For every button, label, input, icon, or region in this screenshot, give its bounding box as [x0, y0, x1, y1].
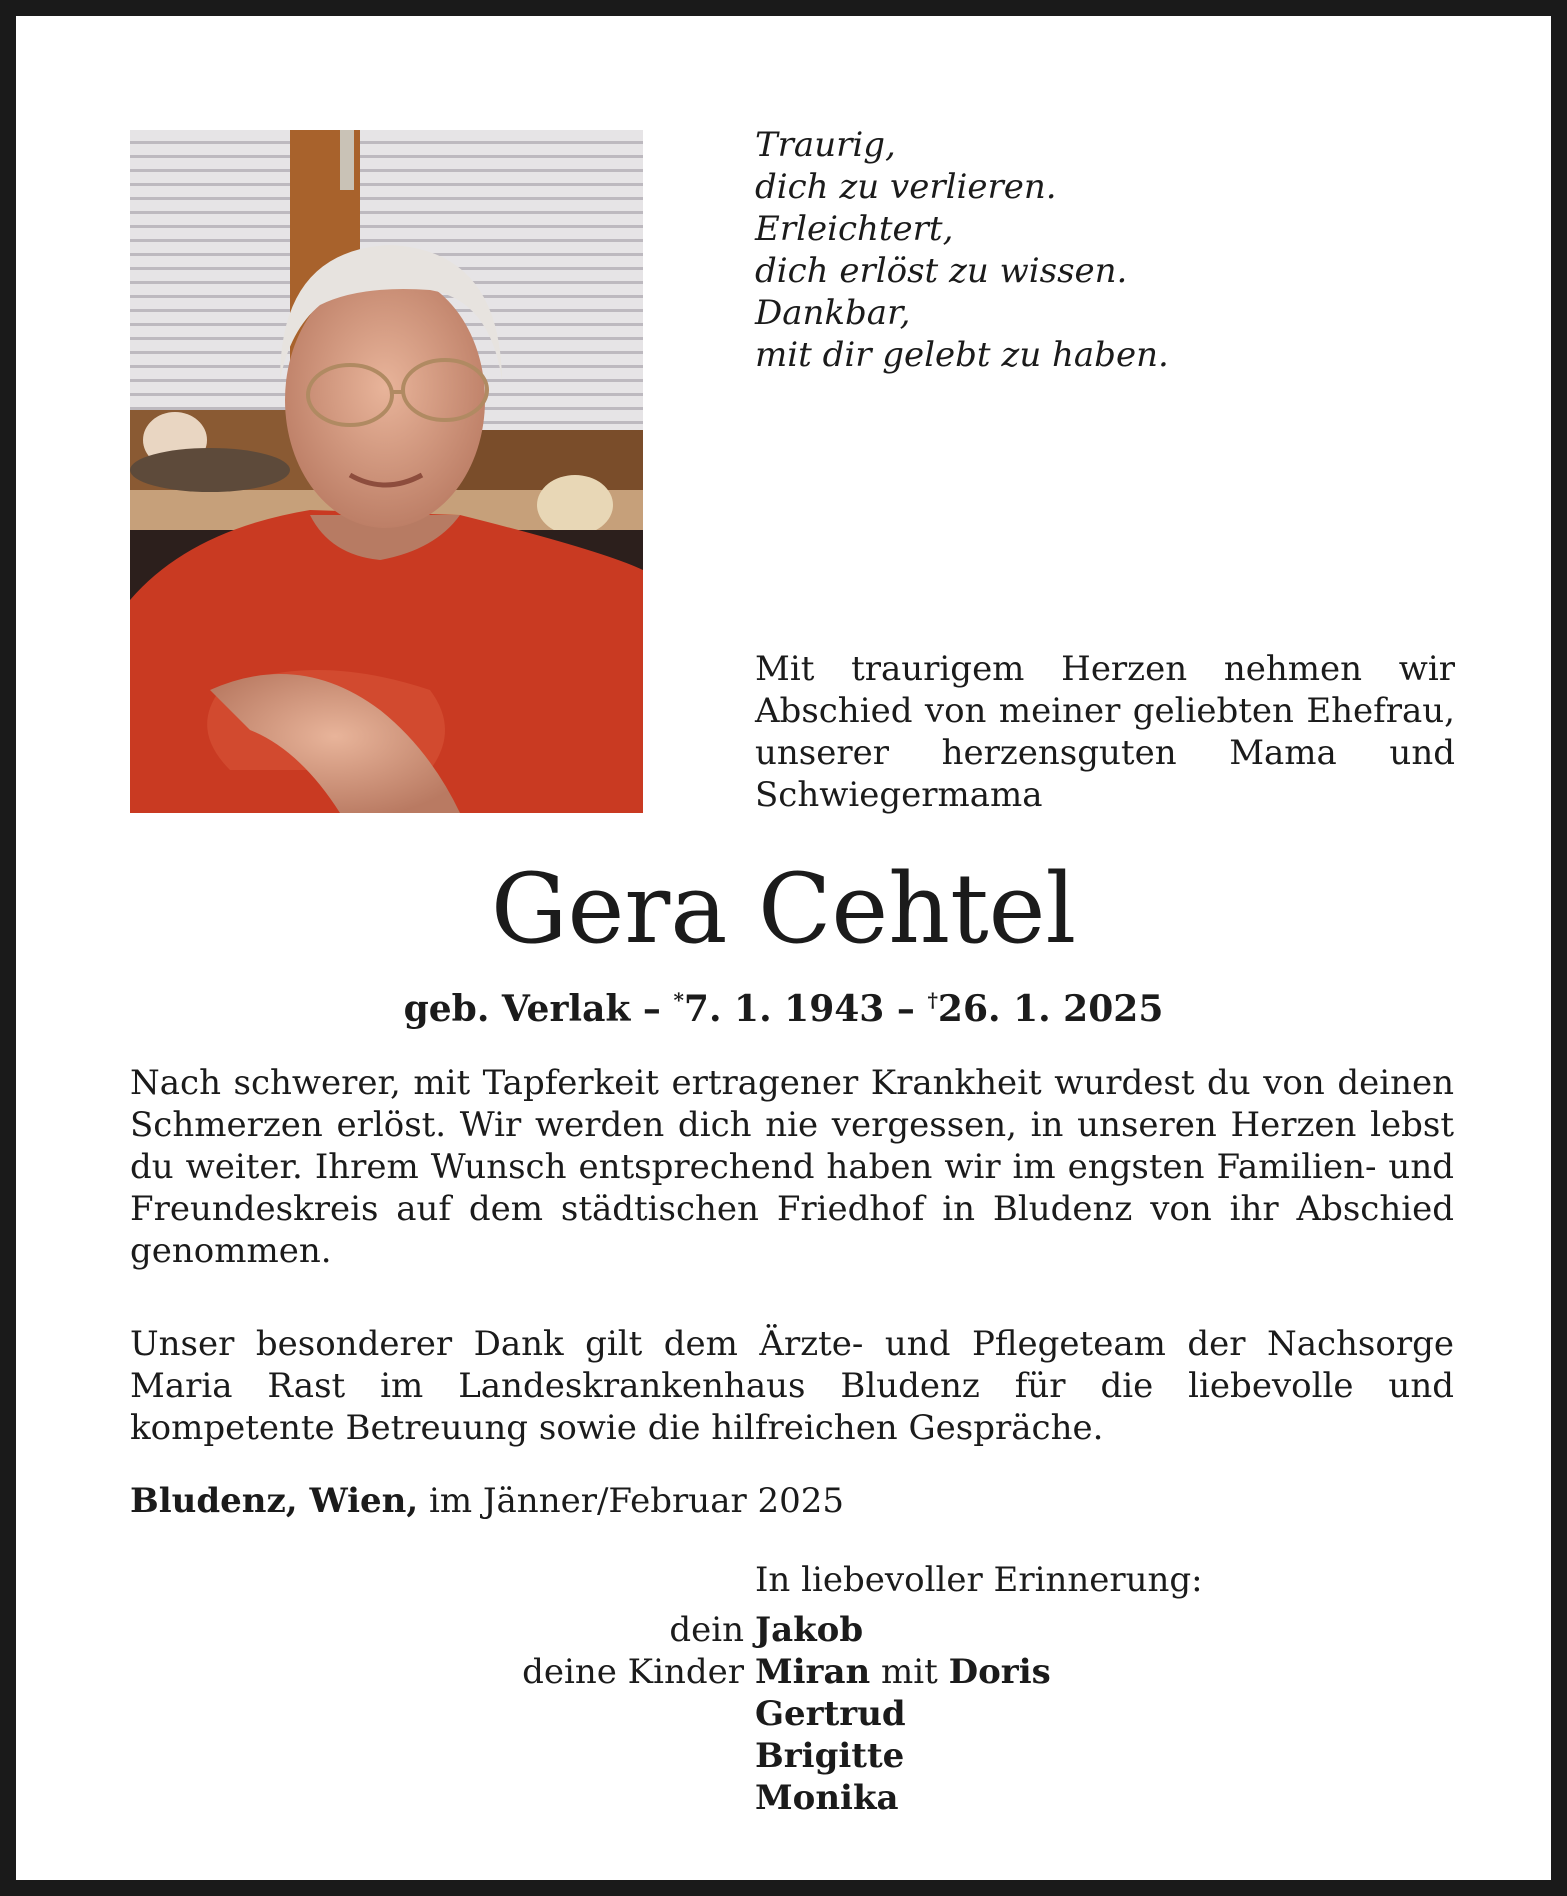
memory-heading: In liebevoller Erinnerung: [755, 1560, 1203, 1600]
life-dates [16, 978, 1551, 1031]
husband-name: Jakob [755, 1610, 864, 1650]
family-relation: dein [669, 1610, 744, 1650]
family-member [755, 1777, 899, 1819]
death-symbol: † [927, 988, 938, 1012]
family-member [755, 1609, 863, 1651]
intro-text: Mit traurigem Herzen nehmen wir Abschied von meiner geliebten Ehefrau, unserer herzensguten Mama und Schwiegermama [755, 649, 1455, 815]
deceased-name: Gera Cehtel [490, 853, 1077, 965]
family-list [16, 1609, 1551, 1819]
child-name: Monika [755, 1778, 899, 1818]
death-date: 26. 1. 2025 [937, 988, 1164, 1030]
paragraph-illness: Nach schwerer, mit Tapferkeit ertragener Krankheit wurdest du von deinen Schmerzen erlöst. Wir werden dich nie vergessen, in unseren Herzen lebst du weiter. Ihrem Wunsch entsprechend haben wir im engsten Familien- und Freundeskreis auf dem städtischen Friedhof in Bludenz von ihr Abschied genommen. [130, 1063, 1454, 1271]
family-row [16, 1693, 1551, 1735]
child-name: Brigitte [755, 1736, 905, 1776]
poem-line: dich zu verlieren. [755, 167, 1057, 207]
obituary-page [16, 16, 1551, 1880]
paragraph-thanks: Unser besonderer Dank gilt dem Ärzte- und Pflegeteam der Nachsorge Maria Rast im Landeskrankenhaus Bludenz für die liebevolle und kompetente Betreuung sowie die hilfreichen Gespräche. [130, 1324, 1454, 1448]
family-member [755, 1693, 906, 1735]
poem-line: mit dir gelebt zu haben. [755, 335, 1169, 375]
family-row [16, 1609, 1551, 1651]
connector-text: mit [881, 1652, 938, 1692]
poem [755, 124, 1169, 376]
birth-symbol: * [673, 988, 684, 1012]
birth-date: 7. 1. 1943 – [683, 988, 915, 1030]
family-member [755, 1735, 904, 1777]
birth-name: geb. Verlak – [403, 988, 661, 1030]
family-row [16, 1651, 1551, 1693]
place-cities: Bludenz, Wien, [130, 1481, 419, 1521]
place-date [130, 1480, 844, 1522]
poem-line: Traurig, [755, 125, 896, 165]
family-member [755, 1651, 1051, 1693]
poem-line: dich erlöst zu wissen. [755, 251, 1128, 291]
child-name: Gertrud [755, 1694, 906, 1734]
portrait-image [130, 130, 643, 813]
poem-line: Dankbar, [755, 293, 911, 333]
family-row [16, 1777, 1551, 1819]
child-name: Miran [755, 1652, 871, 1692]
place-month: im Jänner/Februar 2025 [428, 1481, 845, 1521]
poem-line: Erleichtert, [755, 209, 954, 249]
portrait-photo [130, 130, 643, 813]
family-row [16, 1735, 1551, 1777]
family-relation: deine Kinder [522, 1652, 744, 1692]
partner-name: Doris [948, 1652, 1051, 1692]
